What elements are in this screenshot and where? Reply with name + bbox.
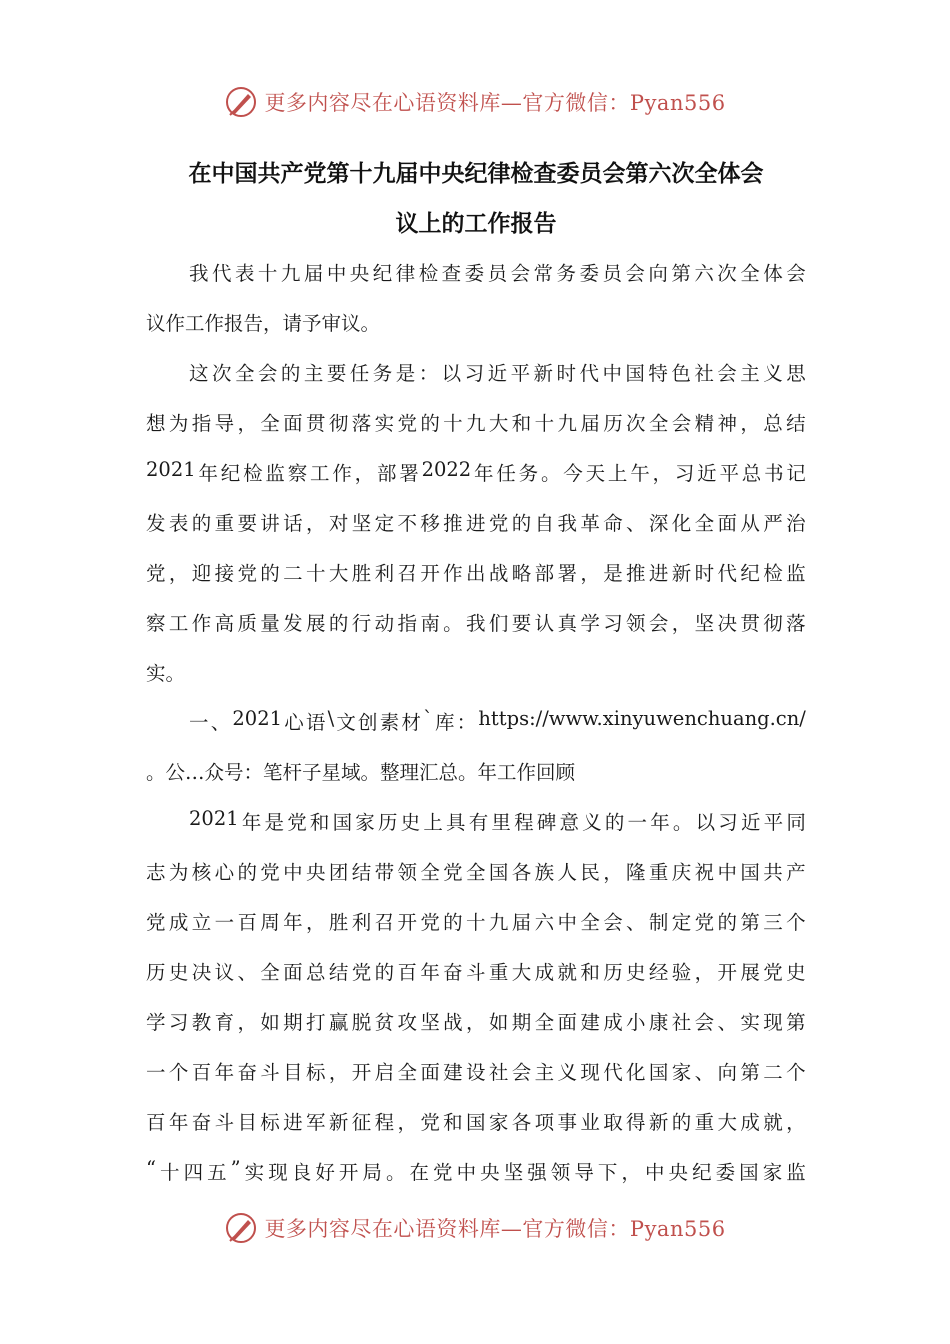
document-title-line-1: 在中国共产党第十九届中央纪律检查委员会第六次全体会 xyxy=(188,161,764,187)
footer-watermark-banner xyxy=(0,1208,950,1248)
body-line: 党 ， 迎 接 党 的 二 十 大 胜 利 召 开 作 出 战 略 部 署 ， 是 推 进 新 时 代 纪 检 监 xyxy=(146,562,806,585)
section-heading-line-2: 。公…众号：笔杆子星域。整理汇总。年工作回顾 xyxy=(146,761,576,784)
body-line: 党 成 立 一 百 周 年 ， 胜 利 召 开 党 的 十 九 届 六 中 全 会 、 制 定 党 的 第 三 个 xyxy=(146,911,806,934)
body-line: 想 为 指 导 ， 全 面 贯 彻 落 实 党 的 十 九 大 和 十 九 届 历 次 全 会 精 神 ， 总 结 xyxy=(146,412,806,435)
body-line: 2021 年 是 党 和 国 家 历 史 上 具 有 里 程 碑 意 义 的 一 年 。 以 习 近 平 同 xyxy=(189,807,806,834)
quill-pen-logo-icon xyxy=(224,1211,258,1245)
body-line: 学 习 教 育 ， 如 期 打 赢 脱 贫 攻 坚 战 ， 如 期 全 面 建 成 小 康 社 会 、 实 现 第 xyxy=(146,1011,806,1034)
body-line: 议作工作报告，请予审议。 xyxy=(146,312,381,335)
body-line: 这 次 全 会 的 主 要 任 务 是 ： 以 习 近 平 新 时 代 中 国 特 色 社 会 主 义 思 xyxy=(189,362,806,385)
footer-watermark-text: 更多内容尽在心语资料库—官方微信：Pyan556 xyxy=(264,1217,726,1241)
body-line: 历 史 决 议 、 全 面 总 结 党 的 百 年 奋 斗 重 大 成 就 和 历 史 经 验 ， 开 展 党 史 xyxy=(146,961,806,984)
quill-pen-logo-icon xyxy=(224,85,258,119)
section-heading-line-1: 一 、 2021 心 语 \ 文 创 素 材 ` 库 ： https://www.xinyuwenchuang.cn/ xyxy=(189,707,806,734)
body-line: 我 代 表 十 九 届 中 央 纪 律 检 查 委 员 会 常 务 委 员 会 向 第 六 次 全 体 会 xyxy=(189,262,806,285)
body-line: “ 十 四 五 ” 实 现 良 好 开 局 。 在 党 中 央 坚 强 领 导 下 ， 中 央 纪 委 国 家 监 xyxy=(146,1157,806,1184)
document-title-line-2: 议上的工作报告 xyxy=(395,211,557,237)
body-line: 察 工 作 高 质 量 发 展 的 行 动 指 南 。 我 们 要 认 真 学 习 领 会 ， 坚 决 贯 彻 落 xyxy=(146,612,806,635)
header-watermark-text: 更多内容尽在心语资料库—官方微信：Pyan556 xyxy=(264,91,726,115)
body-line: 志 为 核 心 的 党 中 央 团 结 带 领 全 党 全 国 各 族 人 民 ， 隆 重 庆 祝 中 国 共 产 xyxy=(146,861,806,884)
body-line: 实。 xyxy=(146,662,186,685)
body-line: 2021 年 纪 检 监 察 工 作 ， 部 署 2022 年 任 务 。 今 天 上 午 ， 习 近 平 总 书 记 xyxy=(146,458,806,485)
body-line: 百 年 奋 斗 目 标 进 军 新 征 程 ， 党 和 国 家 各 项 事 业 取 得 新 的 重 大 成 就 ， xyxy=(146,1111,806,1134)
body-line: 一 个 百 年 奋 斗 目 标 ， 开 启 全 面 建 设 社 会 主 义 现 代 化 国 家 、 向 第 二 个 xyxy=(146,1061,806,1084)
body-line: 发 表 的 重 要 讲 话 ， 对 坚 定 不 移 推 进 党 的 自 我 革 命 、 深 化 全 面 从 严 治 xyxy=(146,512,806,535)
header-watermark-banner xyxy=(0,82,950,122)
